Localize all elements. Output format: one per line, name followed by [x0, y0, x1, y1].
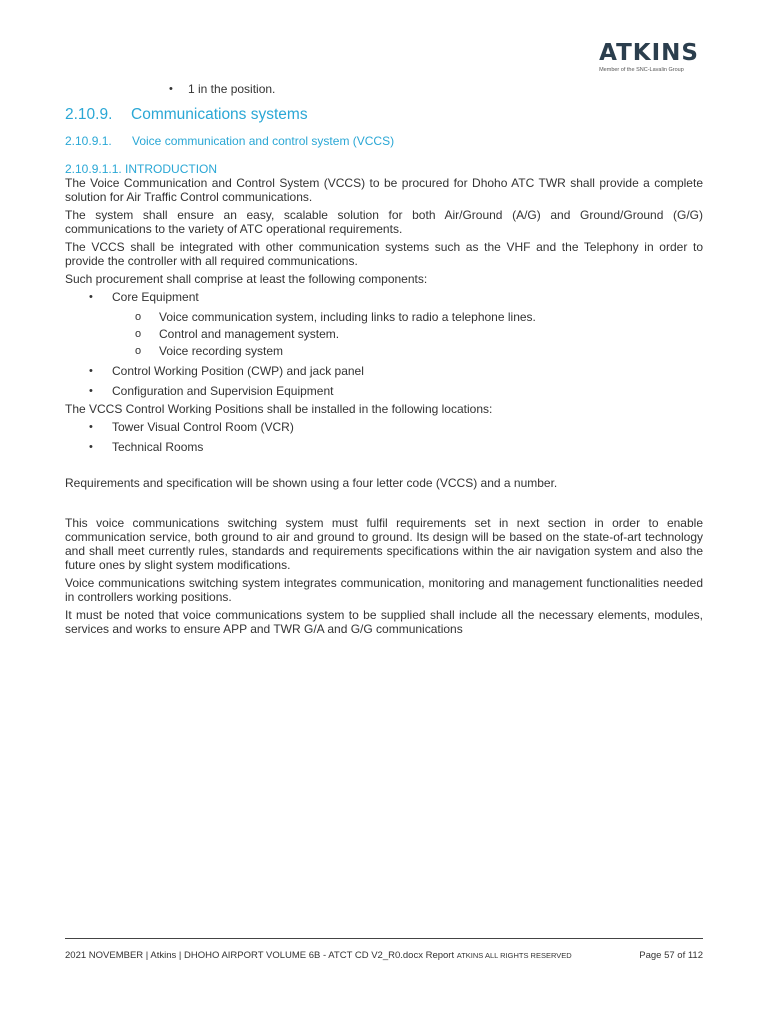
paragraph: The VCCS shall be integrated with other communication systems such as the VHF and the Telephony in order to provide the controller with all required communications.: [65, 240, 703, 268]
sub-list-item: o Voice recording system: [65, 344, 703, 358]
paragraph: It must be noted that voice communications system to be supplied shall include all the necessary elements, modules, services and works to ensure APP and TWR G/A and G/G communications: [65, 608, 703, 636]
paragraph: The system shall ensure an easy, scalable solution for both Air/Ground (A/G) and Ground/Ground (G/G) communications to the variety of ATC operational requirements.: [65, 208, 703, 236]
subsubsection-heading: 2.10.9.1.1. INTRODUCTION: [65, 162, 218, 176]
subsection-number: 2.10.9.1.: [65, 134, 112, 148]
section-title: Communications systems: [131, 106, 308, 123]
list-item: • Configuration and Supervision Equipment: [65, 384, 703, 398]
subsection-heading: [65, 134, 703, 148]
section-number: 2.10.9.: [65, 106, 113, 123]
paragraph: Voice communications switching system integrates communication, monitoring and management functionalities needed in controllers working positions.: [65, 576, 703, 604]
list-item: • Control Working Position (CWP) and jack panel: [65, 364, 703, 378]
paragraph: This voice communications switching system must fulfil requirements set in next section in order to enable communication service, both ground to air and ground to ground. Its design will be based on the state-of-art technology and shall meet currently rules, standards and requirements specifications within the air navigation system and also the future ones by slight system modifications.: [65, 516, 703, 572]
sub-list-item: o Control and management system.: [65, 327, 703, 341]
sub-list-item: o Voice communication system, including links to radio a telephone lines.: [65, 310, 703, 324]
logo-wordmark: ATKINS: [599, 40, 699, 66]
paragraph: The Voice Communication and Control System (VCCS) to be procured for Dhoho ATC TWR shall provide a complete solution for Air Traffic Control communications.: [65, 176, 703, 204]
page-number: Page 57 of 112: [639, 950, 703, 961]
footer-rights: ATKINS ALL RIGHTS RESERVED: [456, 951, 572, 960]
paragraph: The VCCS Control Working Positions shall be installed in the following locations:: [65, 402, 493, 416]
subsection-title: Voice communication and control system (VCCS): [132, 134, 395, 148]
list-item: • Core Equipment: [65, 290, 703, 304]
footer-text: 2021 NOVEMBER | Atkins | DHOHO AIRPORT VOLUME 6B - ATCT CD V2_R0.docx Report: [65, 950, 455, 961]
list-item: • Tower Visual Control Room (VCR): [65, 420, 703, 434]
section-heading: [65, 106, 703, 124]
paragraph: Such procurement shall comprise at least the following components:: [65, 272, 428, 286]
logo-subtitle: Member of the SNC-Lavalin Group: [599, 67, 684, 73]
page-footer: [65, 950, 703, 961]
paragraph: Requirements and specification will be shown using a four letter code (VCCS) and a number.: [65, 476, 558, 490]
atkins-logo: [599, 40, 699, 73]
document-body: [65, 82, 703, 640]
list-item: • 1 in the position.: [65, 82, 703, 96]
footer-divider: [65, 938, 703, 939]
list-item: • Technical Rooms: [65, 440, 703, 454]
